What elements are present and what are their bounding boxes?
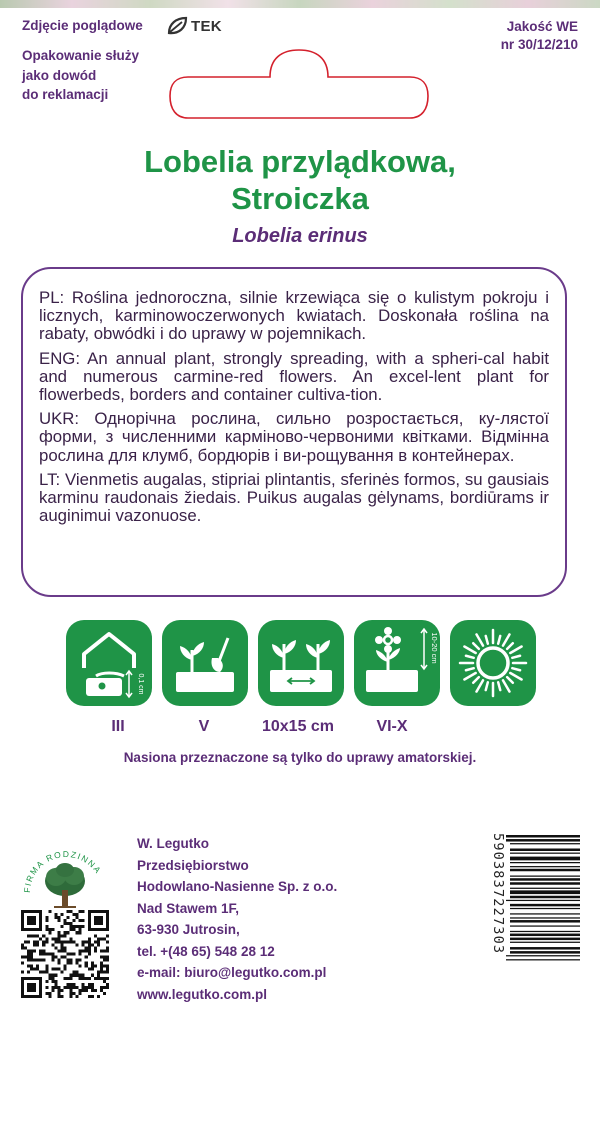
barcode-bar	[510, 920, 580, 923]
barcode-bar	[510, 934, 580, 937]
sun-ray	[477, 634, 484, 645]
packaging-note-line: jako dowód	[22, 67, 97, 83]
barcode-bar	[510, 878, 580, 881]
illustrative-photo-label: Zdjęcie poglądowe	[22, 18, 143, 33]
barcode-bar	[510, 925, 580, 926]
quality-label: Jakość WE	[506, 19, 578, 34]
plant-spacing-icon	[258, 620, 344, 706]
sun-ray	[498, 682, 500, 690]
barcode-bar	[510, 896, 580, 899]
barcode-bar	[510, 951, 580, 954]
flowering-height-icon	[354, 620, 440, 706]
hanger-hole-outline	[166, 48, 432, 124]
sun-ray	[486, 636, 488, 644]
sun-ray	[473, 677, 479, 683]
leaf-icon	[166, 16, 188, 36]
spacing-label: 10x15 cm	[261, 718, 335, 735]
product-title-line: Lobelia przylądkowa,	[144, 144, 456, 179]
company-line: 63-930 Jutrosin,	[137, 922, 240, 937]
barcode-bar	[506, 900, 580, 901]
barcode-bar	[510, 917, 580, 918]
packaging-note-line: Opakowanie służy	[22, 48, 140, 63]
barcode-bar	[510, 908, 580, 909]
flowering-months-label: VI-X	[376, 718, 408, 735]
company-website[interactable]: www.legutko.com.pl	[137, 986, 268, 1002]
sun-ray	[507, 677, 513, 683]
barcode-bar	[510, 862, 580, 863]
sun-exposure-icon	[450, 620, 536, 706]
barcode-number: 5903837227303	[490, 833, 506, 955]
greenhouse-sowing-icon	[66, 620, 152, 706]
sun-ray	[466, 668, 474, 670]
company-line: Przedsiębiorstwo	[137, 857, 249, 873]
packaging-note	[22, 46, 139, 105]
qr-code	[21, 910, 109, 998]
barcode-bar	[510, 869, 580, 872]
quality-block	[501, 18, 578, 54]
barcode-bar	[510, 882, 580, 885]
latin-name: Lobelia erinus	[232, 225, 368, 247]
sun-ray	[466, 656, 474, 658]
planting-month-label: V	[198, 718, 210, 735]
description-box	[21, 267, 567, 597]
barcode-bar	[510, 843, 580, 844]
barcode-bar	[510, 904, 580, 907]
company-email[interactable]: e-mail: biuro@legutko.com.pl	[137, 965, 327, 980]
cultivation-icons	[66, 620, 536, 710]
product-title	[0, 143, 600, 217]
sun-ray	[498, 636, 500, 644]
barcode-bar	[510, 931, 580, 932]
sun-ray	[464, 647, 475, 654]
sowing-month-label: III	[111, 718, 125, 735]
seedling-planting-icon	[162, 620, 248, 706]
packaging-note-line: do reklamacji	[22, 87, 109, 102]
barcode-bar	[506, 835, 580, 838]
family-business-logo	[18, 835, 113, 920]
barcode-bar	[510, 857, 580, 861]
tek-text: TEK	[191, 17, 222, 35]
sun-ray	[464, 673, 475, 680]
product-title-line: Stroiczka	[231, 181, 369, 216]
sun-ray	[486, 682, 488, 690]
description-eng: ENG: An annual plant, strongly spreading, with a spheri-cal habit and numerous carmine-red flowers. An excel-lent plant for flowerbeds, borders and container cultiva-tion.	[39, 348, 549, 405]
sun-ray	[510, 673, 521, 680]
barcode-bar	[510, 947, 580, 950]
tek-mark	[166, 16, 222, 36]
amateur-use-notice: Nasiona przeznaczone są tylko do uprawy amatorskiej.	[123, 750, 477, 765]
description-ukr: UKR: Однорічна рослина, сильно розростається, ку-лястої форми, з численними карміново-червоними квітками. Відмінна рослина для клумб, бордюрів і ви-рощування в контейнерах.	[39, 409, 549, 465]
barcode-bar	[510, 853, 580, 854]
quality-number: nr 30/12/210	[500, 37, 578, 52]
barcode-bar	[510, 866, 580, 867]
description-lt: LT: Vienmetis augalas, stipriai plintantis, sferinės formos, su gausiais karminu raudonais žiedais. Puikus augalas gėlynams, bordiūrams ir auginimui vazonuose.	[39, 469, 549, 526]
company-line: Hodowlano-Nasienne Sp. z o.o.	[137, 879, 338, 894]
barcode-bar	[510, 942, 580, 943]
description-pl: PL: Roślina jednoroczna, silnie krzewiąca się o kulistym pokroju i licznych, karminowoczerwonych kwiatach. Doskonała roślina na rabaty, obwódki i do uprawy w pojemnikach.	[39, 288, 549, 344]
barcode-bar	[510, 876, 580, 877]
barcode-bar	[506, 959, 580, 960]
barcode-bar	[506, 839, 580, 842]
company-line: W. Legutko	[137, 836, 209, 851]
barcode-bar	[510, 938, 580, 941]
sun-ray	[473, 643, 479, 649]
sun-ray	[512, 668, 520, 670]
company-line: Nad Stawem 1F,	[137, 900, 240, 916]
sun-ray	[512, 656, 520, 658]
sun-ray	[507, 643, 513, 649]
product-photo-strip	[0, 0, 600, 8]
sun-ray	[503, 680, 510, 691]
plant-height-text: 10-20 cm	[430, 632, 439, 664]
barcode-bar	[510, 888, 580, 889]
sun-ray	[477, 680, 484, 691]
barcode-bar	[510, 913, 580, 914]
sun-ray	[503, 634, 510, 645]
sun-ray	[510, 647, 521, 654]
company-info	[137, 833, 337, 1005]
barcode-bar	[510, 849, 580, 852]
barcode-bar	[510, 890, 580, 894]
logo-text: FIRMA RODZINNA	[21, 848, 104, 894]
sowing-depth-text: 0,1 cm	[137, 673, 144, 695]
barcode-bar	[506, 955, 580, 956]
company-phone: tel. +(48 65) 548 28 12	[137, 943, 275, 959]
